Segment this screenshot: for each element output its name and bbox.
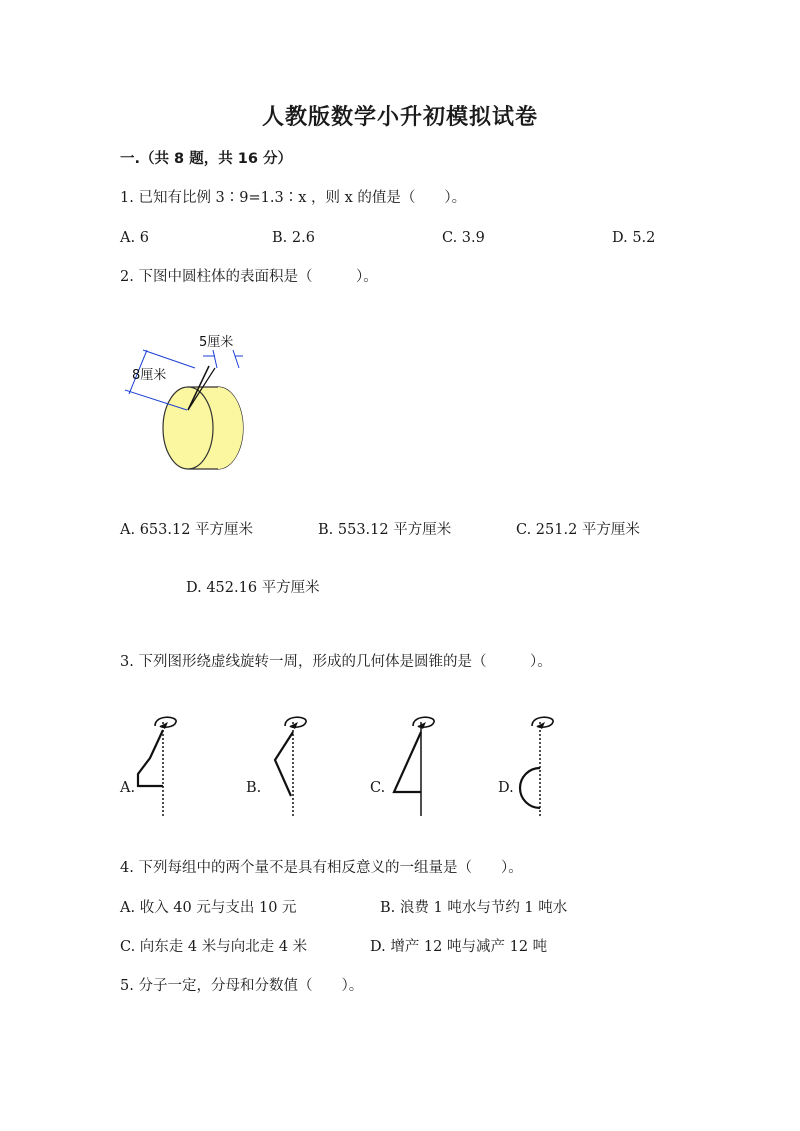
section-heading: 一.（共 8 题，共 16 分）: [120, 151, 292, 167]
question-2-option-d[interactable]: D. 452.16 平方厘米: [186, 580, 320, 596]
rotation-figure-c: [392, 712, 442, 822]
question-3-option-d[interactable]: D.: [498, 780, 514, 796]
question-1-option-d[interactable]: D. 5.2: [612, 230, 656, 246]
question-4-option-a[interactable]: A. 收入 40 元与支出 10 元: [120, 900, 297, 916]
question-1-option-a[interactable]: A. 6: [120, 230, 149, 246]
radius-label: 5厘米: [199, 335, 234, 350]
question-4-option-d[interactable]: D. 增产 12 吨与减产 12 吨: [370, 939, 548, 955]
question-4-stem: 4. 下列每组中的两个量不是具有相反意义的一组量是（ ）。: [120, 860, 523, 876]
question-3-option-b[interactable]: B.: [246, 780, 262, 796]
question-3-option-c[interactable]: C.: [370, 780, 386, 796]
question-4-option-b[interactable]: B. 浪费 1 吨水与节约 1 吨水: [380, 900, 568, 916]
rotation-figure-b: [272, 712, 322, 822]
question-2-option-c[interactable]: C. 251.2 平方厘米: [516, 522, 640, 538]
cylinder-front-face: [163, 387, 213, 469]
question-3-option-a[interactable]: A.: [120, 780, 136, 796]
question-3-stem: 3. 下列图形绕虚线旋转一周，形成的几何体是圆锥的是（ ）。: [120, 654, 552, 670]
question-4-option-c[interactable]: C. 向东走 4 米与向北走 4 米: [120, 939, 308, 955]
question-2-option-a[interactable]: A. 653.12 平方厘米: [120, 522, 254, 538]
question-2-stem: 2. 下图中圆柱体的表面积是（ ）。: [120, 269, 378, 285]
page-title: 人教版数学小升初模拟试卷: [261, 105, 538, 130]
question-5-stem: 5. 分子一定，分母和分数值（ ）。: [120, 978, 364, 994]
question-1-option-c[interactable]: C. 3.9: [442, 230, 485, 246]
height-label: 8厘米: [132, 368, 167, 383]
rotation-figure-d: [518, 712, 568, 822]
question-2-option-b[interactable]: B. 553.12 平方厘米: [318, 522, 452, 538]
cylinder-figure: [125, 328, 255, 478]
question-1-stem: 1. 已知有比例 3∶9=1.3∶x ，则 x 的值是（ ）。: [120, 190, 467, 206]
question-1-option-b[interactable]: B. 2.6: [272, 230, 315, 246]
rotation-figure-a: [138, 712, 188, 822]
